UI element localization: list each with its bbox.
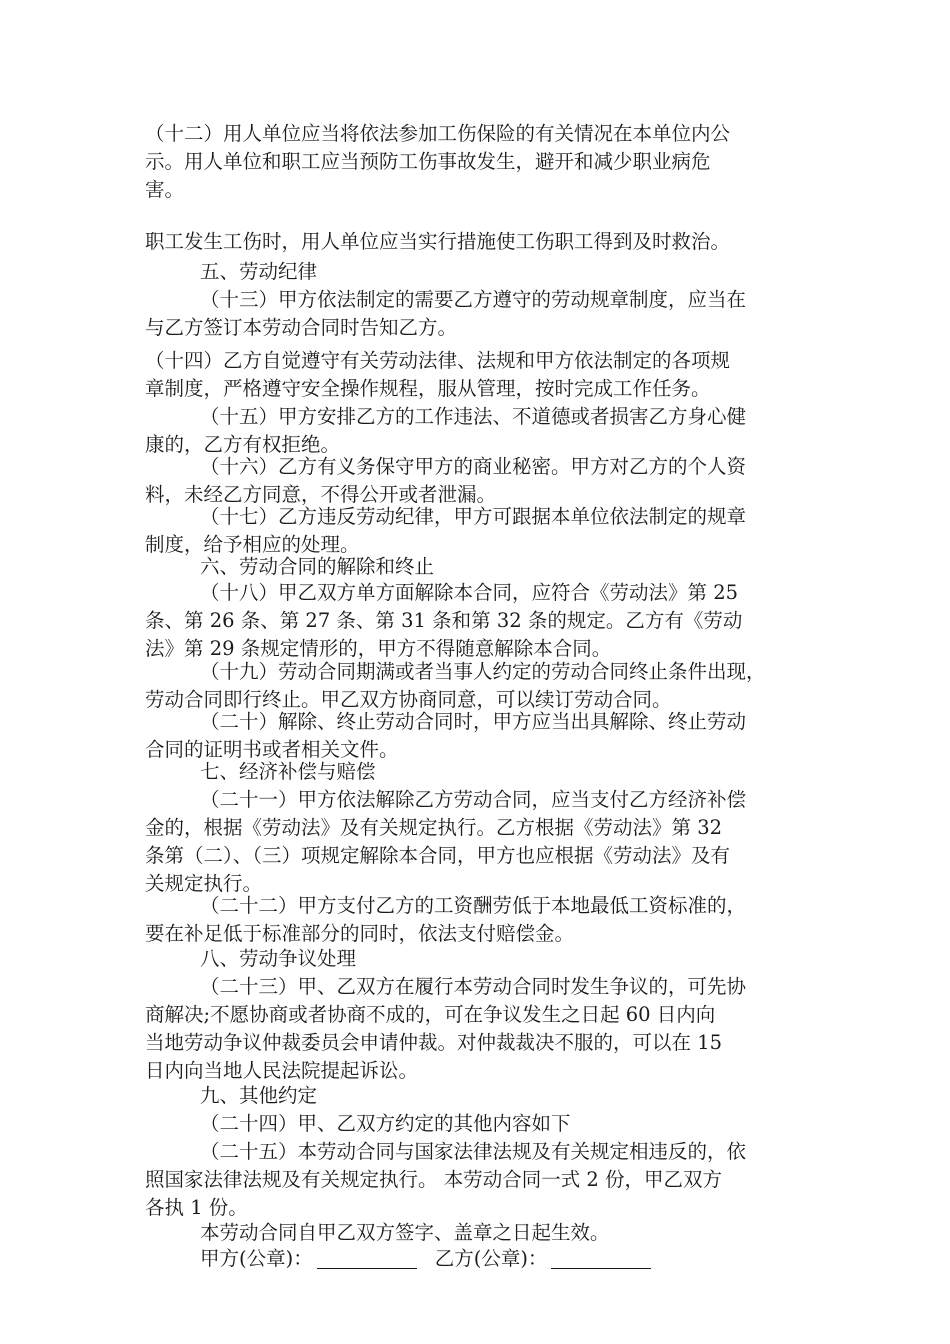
clause-text-line: （二十三）甲、乙双方在履行本劳动合同时发生争议的，可先协 xyxy=(200,975,747,998)
clause-text-line: 章制度，严格遵守安全操作规程，服从管理，按时完成工作任务。 xyxy=(145,377,711,400)
clause-text-line: （十九）劳动合同期满或者当事人约定的劳动合同终止条件出现， xyxy=(200,660,766,683)
party-b-signature-line xyxy=(551,1248,651,1269)
clause-text-line: （二十四）甲、乙双方约定的其他内容如下 xyxy=(200,1112,571,1135)
clause-text-line: 料，未经乙方同意，不得公开或者泄漏。 xyxy=(145,483,497,506)
party-a-signature-line xyxy=(317,1248,417,1269)
section-heading: 七、经济补偿与赔偿 xyxy=(200,760,376,783)
signature-row xyxy=(200,1245,651,1273)
clause-text-line: （十八）甲乙双方单方面解除本合同，应符合《劳动法》第 25 xyxy=(200,581,739,604)
section-heading: 五、劳动纪律 xyxy=(200,260,318,283)
clause-text-line: （十五）甲方安排乙方的工作违法、不道德或者损害乙方身心健 xyxy=(200,405,747,428)
clause-text-line: 与乙方签订本劳动合同时告知乙方。 xyxy=(145,316,458,339)
clause-text-line: 示。用人单位和职工应当预防工伤事故发生，避开和减少职业病危 xyxy=(145,150,711,173)
clause-text-line: （十六）乙方有义务保守甲方的商业秘密。甲方对乙方的个人资 xyxy=(200,455,747,478)
clause-text-line: （十四）乙方自觉遵守有关劳动法律、法规和甲方依法制定的各项规 xyxy=(145,349,731,372)
party-b-seal-label: 乙方(公章)： xyxy=(434,1247,548,1270)
clause-text-line: （二十）解除、终止劳动合同时，甲方应当出具解除、终止劳动 xyxy=(200,710,747,733)
clause-text-line: 劳动合同即行终止。甲乙双方协商同意，可以续订劳动合同。 xyxy=(145,688,672,711)
clause-text-line: （二十五）本劳动合同与国家法律法规及有关规定相违反的，依 xyxy=(200,1140,747,1163)
clause-text-line: 当地劳动争议仲裁委员会申请仲裁。对仲裁裁决不服的，可以在 15 xyxy=(145,1031,723,1054)
clause-text-line: 制度，给予相应的处理。 xyxy=(145,533,360,556)
clause-text-line: （十二）用人单位应当将依法参加工伤保险的有关情况在本单位内公 xyxy=(145,122,731,145)
section-heading: 八、劳动争议处理 xyxy=(200,947,357,970)
clause-text-line: 商解决;不愿协商或者协商不成的，可在争议发生之日起 60 日内向 xyxy=(145,1003,716,1026)
clause-text-line: 要在补足低于标准部分的同时，依法支付赔偿金。 xyxy=(145,922,575,945)
clause-text-line: 各执 1 份。 xyxy=(145,1196,248,1219)
clause-text-line: 本劳动合同自甲乙双方签字、盖章之日起生效。 xyxy=(200,1221,610,1244)
clause-text-line: 康的，乙方有权拒绝。 xyxy=(145,433,341,456)
clause-text-line: （十三）甲方依法制定的需要乙方遵守的劳动规章制度，应当在 xyxy=(200,288,747,311)
section-heading: 六、劳动合同的解除和终止 xyxy=(200,555,435,578)
section-heading: 九、其他约定 xyxy=(200,1084,318,1107)
clause-text-line: 法》第 29 条规定情形的，甲方不得随意解除本合同。 xyxy=(145,637,612,660)
clause-text-line: （二十二）甲方支付乙方的工资酬劳低于本地最低工资标准的， xyxy=(200,894,747,917)
party-a-seal-label: 甲方(公章)： xyxy=(200,1247,313,1270)
clause-text-line: 害。 xyxy=(145,178,185,201)
clause-text-line: 日内向当地人民法院提起诉讼。 xyxy=(145,1059,419,1082)
clause-text-line: 条第（二）、（三）项规定解除本合同，甲方也应根据《劳动法》及有 xyxy=(145,844,731,867)
clause-text-line: 条、第 26 条、第 27 条、第 31 条和第 32 条的规定。乙方有《劳动 xyxy=(145,609,743,632)
clause-text-line: 照国家法律法规及有关规定执行。 本劳动合同一式 2 份，甲乙双方 xyxy=(145,1168,723,1191)
clause-text-line: 职工发生工伤时，用人单位应当实行措施使工伤职工得到及时救治。 xyxy=(145,230,731,253)
clause-text-line: 合同的证明书或者相关文件。 xyxy=(145,738,399,761)
clause-text-line: 关规定执行。 xyxy=(145,872,263,895)
clause-text-line: 金的，根据《劳动法》及有关规定执行。乙方根据《劳动法》第 32 xyxy=(145,816,723,839)
clause-text-line: （十七）乙方违反劳动纪律，甲方可跟据本单位依法制定的规章 xyxy=(200,505,747,528)
clause-text-line: （二十一）甲方依法解除乙方劳动合同，应当支付乙方经济补偿 xyxy=(200,788,747,811)
